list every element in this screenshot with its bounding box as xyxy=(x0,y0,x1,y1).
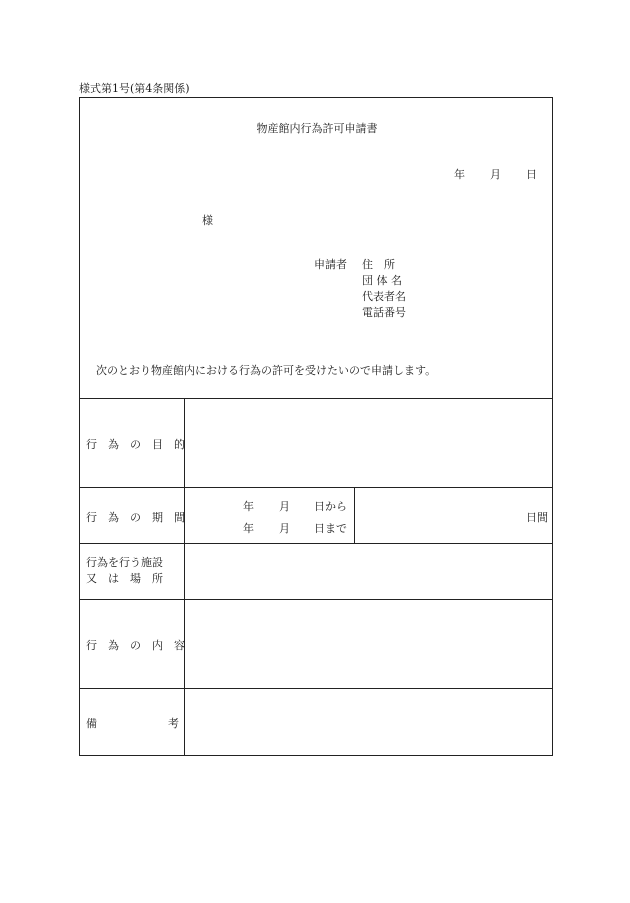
period-from-month: 月 xyxy=(279,500,290,513)
period-to-year: 年 xyxy=(243,522,254,535)
applicant-representative-label: 代表者名 xyxy=(362,290,406,303)
row-label-remarks-right: 考 xyxy=(168,717,179,730)
period-from-year: 年 xyxy=(243,500,254,513)
purpose-field[interactable] xyxy=(185,399,552,487)
facility-field[interactable] xyxy=(185,544,552,599)
applicant-group-label: 団 体 名 xyxy=(362,274,402,287)
addressee-suffix: 様 xyxy=(202,214,213,227)
date-day: 日 xyxy=(526,168,537,181)
form-number: 様式第1号(第4条関係) xyxy=(79,82,190,95)
applicant-label: 申請者 xyxy=(314,258,347,271)
date-year: 年 xyxy=(454,168,465,181)
remarks-field[interactable] xyxy=(185,689,552,755)
row-label-facility-line1: 行為を行う施設 xyxy=(86,556,163,569)
date-month: 月 xyxy=(490,168,501,181)
row-label-purpose: 行 為 の 目 的 xyxy=(86,438,185,451)
period-days-label: 日間 xyxy=(526,511,548,524)
period-from-day: 日から xyxy=(314,500,347,513)
row-label-period: 行 為 の 期 間 xyxy=(86,511,185,524)
row-label-content: 行 為 の 内 容 xyxy=(86,639,185,652)
application-statement: 次のとおり物産館内における行為の許可を受けたいので申請します。 xyxy=(96,364,437,377)
row-label-remarks-left: 備 xyxy=(86,717,97,730)
form-title: 物産館内行為許可申請書 xyxy=(256,122,378,135)
applicant-address-label: 住 所 xyxy=(362,258,395,271)
period-to-day: 日まで xyxy=(314,522,347,535)
applicant-phone-label: 電話番号 xyxy=(362,306,406,319)
row-label-facility-line2: 又 は 場 所 xyxy=(86,572,163,585)
content-field[interactable] xyxy=(185,600,552,688)
period-days-field[interactable] xyxy=(355,488,520,543)
period-to-month: 月 xyxy=(279,522,290,535)
application-form xyxy=(79,97,553,756)
